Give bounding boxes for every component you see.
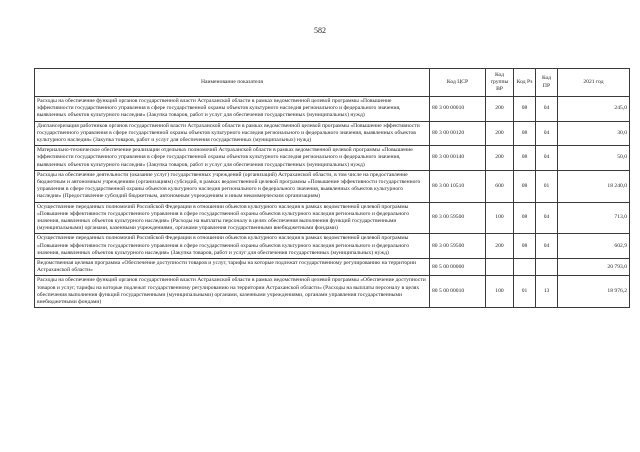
- row-pr: 04: [536, 121, 558, 146]
- table-row: [35, 146, 630, 171]
- row-pr: 04: [536, 202, 558, 234]
- row-rz: [514, 259, 536, 276]
- row-csr: 80 5 00 00010: [430, 276, 486, 308]
- table-row: [35, 276, 630, 308]
- row-vr: 200: [486, 121, 514, 146]
- table-header-row: [35, 69, 630, 97]
- row-amount: 50,0: [558, 146, 630, 171]
- row-csr: 80 5 00 00000: [430, 259, 486, 276]
- row-amount: 18 240,0: [558, 170, 630, 202]
- row-rz: 01: [514, 276, 536, 308]
- row-name: Диспансеризация работников органов государственной власти Астраханской области в рамках ведомственной целевой программы «Повышение эффективности государственного управления в сфере государственной охраны объектов культурного наследия регионального и федерального значения, выявленных объектов культурного наследия» (Закупка товаров, работ и услуг для обеспечения государственных (муниципальных) нужд): [35, 121, 430, 146]
- row-amount: 713,0: [558, 202, 630, 234]
- row-vr: 100: [486, 202, 514, 234]
- row-rz: 08: [514, 121, 536, 146]
- table-row: [35, 170, 630, 202]
- row-vr: 100: [486, 276, 514, 308]
- row-name: Ведомственная целевая программа «Обеспечение доступности товаров и услуг, тарифы на которые подлежат государственному регулированию на территории Астраханской области»: [35, 259, 430, 276]
- page-number: 582: [314, 26, 326, 35]
- row-vr: 200: [486, 146, 514, 171]
- header-pr: Код ПР: [536, 69, 558, 97]
- row-pr: 13: [536, 276, 558, 308]
- row-vr: 200: [486, 234, 514, 259]
- row-name: Осуществление переданных полномочий Российской Федерации в отношении объектов культурного наследия в рамках ведомственной целевой программы «Повышение эффективности государственного управления в сфере государственной охраны объектов культурного наследия регионального и федерального значения, выявленных объектов культурного наследия» (Закупка товаров, работ и услуг для обеспечения государственных (муниципальных) нужд): [35, 234, 430, 259]
- row-amount: 20 793,0: [558, 259, 630, 276]
- header-rz: Код Рз: [514, 69, 536, 97]
- header-name: Наименование показателя: [35, 69, 430, 97]
- row-amount: 602,9: [558, 234, 630, 259]
- row-amount: 30,0: [558, 121, 630, 146]
- header-vr: Код группы ВР: [486, 69, 514, 97]
- row-rz: 08: [514, 202, 536, 234]
- row-pr: [536, 259, 558, 276]
- row-name: Расходы на обеспечение функций органов государственной власти Астраханской области в рамках ведомственной целевой программы «Повышение эффективности государственного управления в сфере государственной охраны объектов культурного наследия регионального и федерального значения, выявленных объектов культурного наследия» (Закупка товаров, работ и услуг для обеспечения государственных (муниципальных) нужд): [35, 97, 430, 122]
- table-row: [35, 97, 630, 122]
- row-pr: 04: [536, 97, 558, 122]
- row-csr: 80 3 00 10510: [430, 170, 486, 202]
- row-name: Материально-техническое обеспечение реализации отдельных полномочий Астраханской области в рамках ведомственной целевой программы «Повышение эффективности государственного управления в сфере государственной охраны объектов культурного наследия регионального и федерального значения, выявленных объектов культурного наследия» (Закупка товаров, работ и услуг для обеспечения государственных (муниципальных) нужд): [35, 146, 430, 171]
- row-csr: 80 3 00 00120: [430, 121, 486, 146]
- row-name: Осуществление переданных полномочий Российской Федерации в отношении объектов культурного наследия в рамках ведомственной целевой программы «Повышение эффективности государственного управления в сфере государственной охраны объектов культурного наследия регионального и федерального значения, выявленных объектов культурного наследия» (Расходы на выплаты персоналу в целях обеспечения выполнения функций государственными (муниципальными) органами, казенными учреждениями, органами управления государственными внебюджетными фондами): [35, 202, 430, 234]
- row-pr: 04: [536, 146, 558, 171]
- row-pr: 04: [536, 234, 558, 259]
- header-csr: Код ЦСР: [430, 69, 486, 97]
- row-csr: 80 3 00 00140: [430, 146, 486, 171]
- row-csr: 80 3 00 59500: [430, 202, 486, 234]
- budget-table: [34, 68, 630, 308]
- header-year: 2021 год: [558, 69, 630, 97]
- table-row: [35, 234, 630, 259]
- row-rz: 08: [514, 170, 536, 202]
- row-csr: 80 3 00 59500: [430, 234, 486, 259]
- row-amount: 18 976,2: [558, 276, 630, 308]
- row-rz: 08: [514, 234, 536, 259]
- row-pr: 01: [536, 170, 558, 202]
- table-row: [35, 121, 630, 146]
- table-row: [35, 202, 630, 234]
- row-name: Расходы на обеспечение функций органов государственной власти Астраханской области в рамках ведомственной целевой программы «Обеспечение доступности товаров и услуг, тарифы на которые подлежат государственному регулированию на территории Астраханской области» (Расходы на выплаты персоналу в целях обеспечения выполнения функций государственными (муниципальными) органами, казенными учреждениями, органами управления государственными внебюджетными фондами): [35, 276, 430, 308]
- row-rz: 08: [514, 146, 536, 171]
- row-rz: 08: [514, 97, 536, 122]
- row-csr: 80 3 00 00010: [430, 97, 486, 122]
- table-row: [35, 259, 630, 276]
- row-amount: 245,0: [558, 97, 630, 122]
- row-vr: 600: [486, 170, 514, 202]
- row-vr: [486, 259, 514, 276]
- row-vr: 200: [486, 97, 514, 122]
- row-name: Расходы на обеспечение деятельности (оказание услуг) государственных учреждений (организаций) Астраханской области, в том числе на предоставление бюджетным и автономным учреждениям (организациям) субсидий, в рамках ведомственной целевой программы «Повышение эффективности государственного управления в сфере государственной охраны объектов культурного наследия регионального и федерального значения, выявленных объектов культурного наследия» (Предоставление субсидий бюджетным, автономным учреждениям и иным некоммерческим организациям): [35, 170, 430, 202]
